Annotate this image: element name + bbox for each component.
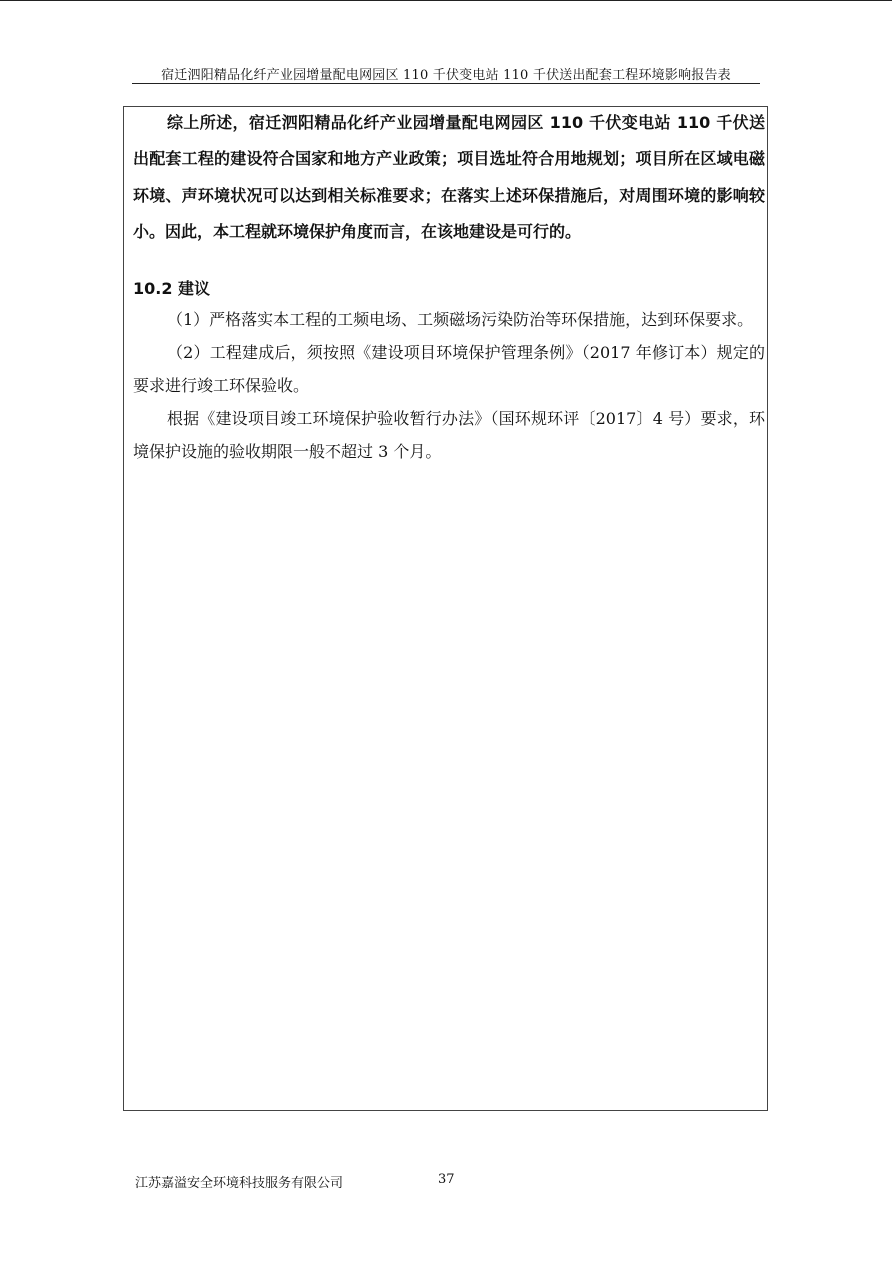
footer-page-number: 37 [438,1172,455,1187]
section-heading-recommendations: 10.2 建议 [133,278,211,298]
conclusion-summary-paragraph: 综上所述，宿迁泗阳精品化纤产业园增量配电网园区 110 千伏变电站 110 千伏送出配套工程的建设符合国家和地方产业政策；项目选址符合用地规划；项目所在区域电磁环境、声环境状况可以达到相关标准要求；在落实上述环保措施后，对周围环境的影响较小。因此，本工程就环境保护角度而言，在该地建设是可行的。 [133,113,765,242]
recommendation-paragraph-3: 根据《建设项目竣工环境保护验收暂行办法》（国环规环评〔2017〕4 号）要求，环境保护设施的验收期限一般不超过 3 个月。 [133,408,765,461]
recommendation-paragraph-1: （1）严格落实本工程的工频电场、工频磁场污染防治等环保措施，达到环保要求。 [167,309,754,329]
recommendation-paragraph-2: （2）工程建成后，须按照《建设项目环境保护管理条例》（2017 年修订本）规定的要求进行竣工环保验收。 [133,342,765,395]
content-frame [123,106,768,1111]
footer-company-name: 江苏嘉溢安全环境科技服务有限公司 [135,1176,344,1191]
document-header-title: 宿迁泗阳精品化纤产业园增量配电网园区 110 千伏变电站 110 千伏送出配套工程环境影响报告表 [161,68,731,83]
content-body [133,107,765,468]
page-top-border [0,0,892,1]
header-divider [132,83,760,84]
